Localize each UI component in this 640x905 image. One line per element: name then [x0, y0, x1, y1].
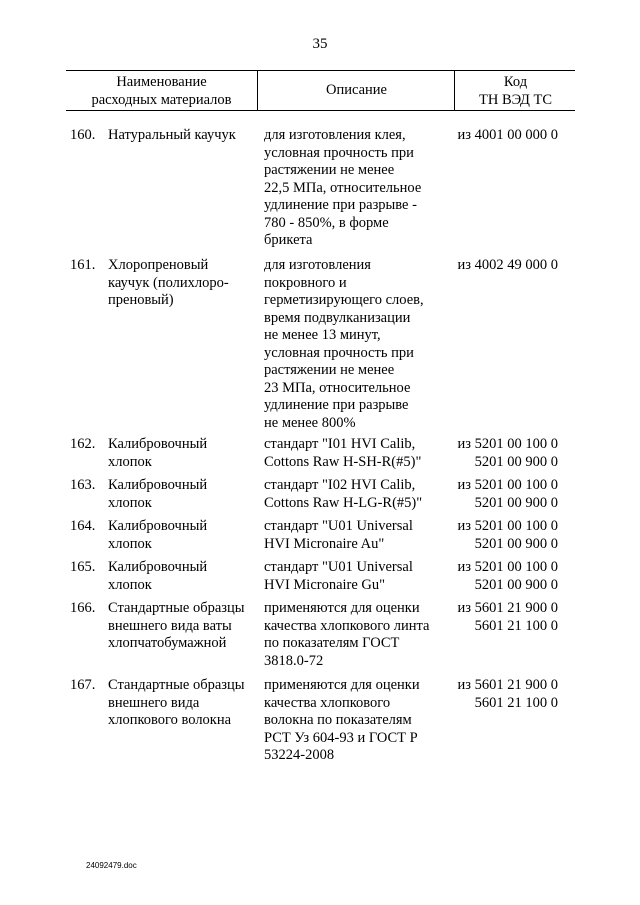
row-description-line: для изготовления клея,: [264, 127, 406, 143]
row-name-line: хлопок: [108, 453, 152, 470]
row-description: [264, 436, 454, 471]
page-number: 35: [312, 36, 328, 52]
row-description-line: растяжении не менее: [264, 362, 395, 378]
row-description-line: стандарт "I02 HVI Calib,: [264, 477, 416, 493]
row-description: [264, 559, 454, 594]
row-name: [108, 477, 258, 512]
row-description: [264, 127, 454, 250]
header-name-line: Наименование: [116, 74, 207, 90]
table-header: [66, 70, 575, 111]
row-code-line: 5201 00 900 0: [474, 453, 558, 470]
row-number: 167.: [70, 677, 96, 693]
header-description-column: [257, 71, 455, 110]
row-description-line: 3818.0-72: [264, 652, 324, 669]
row-name-line: Калибровочный: [108, 436, 208, 452]
row-name: [108, 518, 258, 553]
row-description-line: Cottons Raw H-SH-R(#5)": [264, 453, 422, 470]
row-name: [108, 600, 258, 653]
row-number: 163.: [70, 477, 96, 493]
row-code-line: из 5201 00 100 0: [457, 559, 558, 575]
row-description-line: не менее 13 минут,: [264, 327, 381, 343]
row-description-line: 23 МПа, относительное: [264, 379, 411, 396]
row-description-line: для изготовления: [264, 257, 371, 273]
row-description-line: HVI Micronaire Au": [264, 535, 385, 552]
row-code-line: 5601 21 100 0: [474, 694, 558, 711]
row-description-line: качества хлопкового: [264, 694, 391, 711]
row-name-line: хлопок: [108, 494, 152, 511]
header-code-line: ТН ВЭД ТС: [478, 91, 553, 108]
row-name-line: внешнего вида: [108, 694, 200, 711]
row-description-line: применяются для оценки: [264, 677, 420, 693]
header-description-label: Описание: [326, 82, 387, 98]
row-name-line: преновый): [108, 292, 174, 308]
row-code-line: из 4001 00 000 0: [457, 127, 558, 143]
row-number: 164.: [70, 518, 96, 534]
row-code-line: из 5201 00 100 0: [457, 518, 558, 534]
row-code-line: из 5601 21 900 0: [457, 677, 558, 693]
row-code-line: 5201 00 900 0: [474, 494, 558, 511]
row-code-line: 5601 21 100 0: [474, 617, 558, 634]
row-name-line: Стандартные образцы: [108, 677, 245, 693]
row-description: [264, 518, 454, 553]
row-description-line: удлинение при разрыве: [264, 397, 409, 413]
row-name: [108, 436, 258, 471]
row-description: [264, 677, 454, 765]
row-description-line: время подвулканизации: [264, 309, 411, 326]
row-code-line: из 5201 00 100 0: [457, 436, 558, 452]
row-name-line: Калибровочный: [108, 477, 208, 493]
row-code-line: из 4002 49 000 0: [457, 257, 558, 273]
row-description-line: Cottons Raw H-LG-R(#5)": [264, 494, 423, 511]
row-name-line: Хлоропреновый: [108, 257, 209, 273]
row-code: [450, 127, 558, 145]
row-code: [450, 559, 558, 594]
row-name: [108, 127, 258, 145]
row-description-line: 53224-2008: [264, 747, 335, 763]
row-name-line: хлопчатобумажной: [108, 635, 227, 651]
row-code: [450, 677, 558, 712]
row-description-line: стандарт "U01 Universal: [264, 559, 413, 575]
row-number: 162.: [70, 436, 96, 452]
row-description-line: брикета: [264, 232, 313, 248]
row-description-line: стандарт "U01 Universal: [264, 518, 413, 534]
row-description-line: стандарт "I01 HVI Calib,: [264, 436, 416, 452]
row-code-line: 5201 00 900 0: [474, 576, 558, 593]
row-number: 161.: [70, 257, 96, 273]
header-code-line: Код: [503, 74, 528, 90]
row-description-line: РСТ Уз 604-93 и ГОСТ Р: [264, 729, 418, 746]
row-description-line: условная прочность при: [264, 344, 414, 361]
row-description-line: волокна по показателям: [264, 712, 412, 728]
row-name-line: хлопок: [108, 576, 152, 593]
row-description: [264, 477, 454, 512]
row-description: [264, 600, 454, 670]
row-name-line: Стандартные образцы: [108, 600, 245, 616]
row-code-line: 5201 00 900 0: [474, 535, 558, 552]
row-description-line: по показателям ГОСТ: [264, 635, 400, 651]
row-name-line: хлопок: [108, 535, 152, 552]
header-name-column: [66, 71, 257, 110]
row-code: [450, 477, 558, 512]
row-number: 166.: [70, 600, 96, 616]
row-code-line: из 5201 00 100 0: [457, 477, 558, 493]
row-code: [450, 518, 558, 553]
row-description-line: 780 - 850%, в форме: [264, 214, 389, 231]
row-description-line: HVI Micronaire Gu": [264, 576, 386, 593]
row-number: 160.: [70, 127, 96, 143]
row-name-line: Калибровочный: [108, 518, 208, 534]
row-code: [450, 600, 558, 635]
row-description-line: растяжении не менее: [264, 162, 395, 178]
row-name-line: каучук (полихлоро-: [108, 274, 229, 291]
row-description-line: не менее 800%: [264, 414, 356, 431]
row-name: [108, 559, 258, 594]
row-code: [450, 257, 558, 275]
row-description-line: условная прочность при: [264, 144, 414, 161]
footer-filename: 24092479.doc: [86, 861, 137, 870]
row-name-line: внешнего вида ваты: [108, 617, 232, 634]
row-name-line: Натуральный каучук: [108, 127, 236, 143]
header-code-column: [454, 71, 576, 110]
row-name: [108, 257, 258, 310]
row-description-line: покровного и: [264, 274, 347, 291]
row-description-line: применяются для оценки: [264, 600, 420, 616]
row-description: [264, 257, 454, 432]
row-description-line: удлинение при разрыве -: [264, 197, 417, 213]
row-description-line: 22,5 МПа, относительное: [264, 179, 422, 196]
header-name-line: расходных материалов: [91, 91, 232, 108]
row-name: [108, 677, 258, 730]
row-description-line: герметизирующего слоев,: [264, 292, 424, 308]
row-number: 165.: [70, 559, 96, 575]
row-name-line: хлопкового волокна: [108, 712, 232, 728]
row-code-line: из 5601 21 900 0: [457, 600, 558, 616]
row-code: [450, 436, 558, 471]
row-name-line: Калибровочный: [108, 559, 208, 575]
row-description-line: качества хлопкового линта: [264, 617, 430, 634]
